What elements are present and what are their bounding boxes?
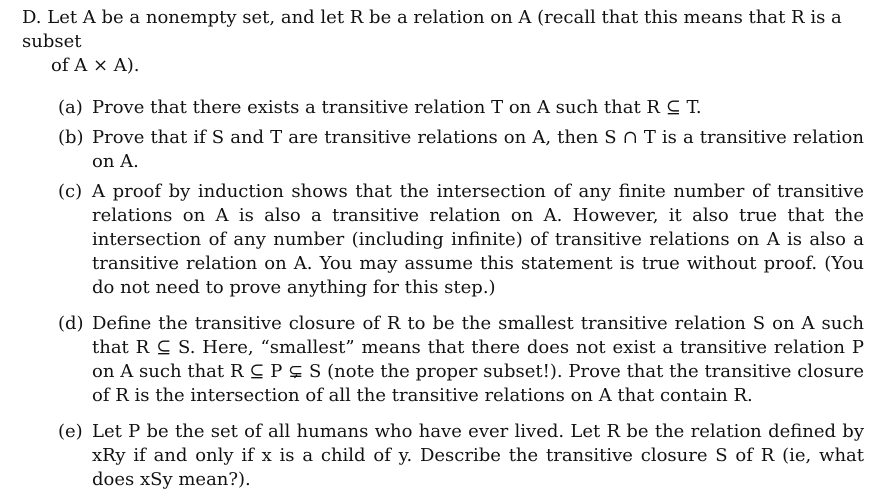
part-text: Define the transitive closure of R to be the smallest transitive relation S on A such that R ⊆ S. Here, “smallest” means that there does not exist a transitive relation P on A such that R ⊆ P ⊊ S (note the proper subset!). Prove that the transitive closure of R is the intersection of all the transitive relations on A that contain R. bbox=[92, 313, 864, 406]
part-e bbox=[22, 420, 864, 492]
part-label: (b) bbox=[58, 127, 84, 148]
part-text: Prove that if S and T are transitive relations on A, then S ∩ T is a transitive relation on A. bbox=[92, 127, 864, 172]
problem-text-line2: of A × A). bbox=[51, 55, 140, 76]
part-text: Let P be the set of all humans who have ever lived. Let R be the relation defined by xRy if and only if x is a child of y. Describe the transitive closure S of R (ie, what does xSy mean?). bbox=[92, 421, 864, 490]
problem-label: D. bbox=[22, 7, 42, 28]
part-a bbox=[22, 96, 864, 120]
problem-page bbox=[22, 6, 864, 498]
part-b bbox=[22, 126, 864, 174]
part-label: (d) bbox=[58, 313, 84, 334]
part-label: (e) bbox=[58, 421, 83, 442]
problem-text-line1: Let A be a nonempty set, and let R be a relation on A (recall that this means that R is a subset bbox=[22, 7, 842, 52]
part-d bbox=[22, 312, 864, 408]
part-label: (a) bbox=[58, 97, 83, 118]
part-c bbox=[22, 180, 864, 300]
problem-parts bbox=[22, 96, 864, 492]
part-text: A proof by induction shows that the intersection of any finite number of transitive relations on A is also a transitive relation on A. However, it also true that the intersection of any number (including infinite) of transitive relations on A is also a transitive relation on A. You may assume this statement is true without proof. (You do not need to prove anything for this step.) bbox=[92, 181, 864, 298]
part-label: (c) bbox=[58, 181, 83, 202]
part-text: Prove that there exists a transitive relation T on A such that R ⊆ T. bbox=[92, 97, 702, 118]
problem-statement bbox=[22, 6, 864, 78]
